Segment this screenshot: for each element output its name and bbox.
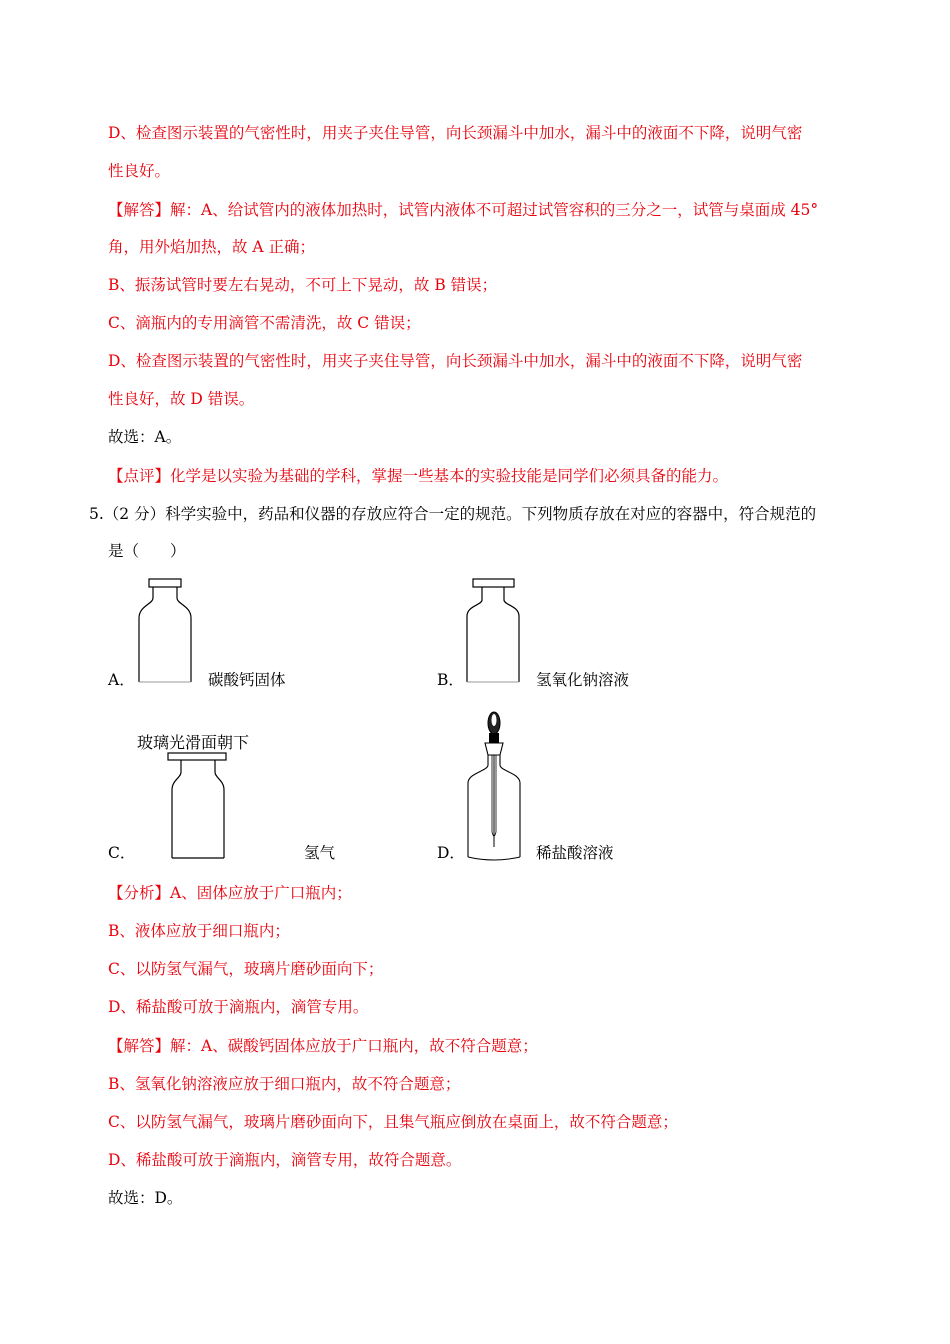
option-b-label: 氢氧化钠溶液	[536, 671, 630, 689]
answer5-label: 【解答】	[108, 1037, 171, 1055]
option-c-label: 氢气	[304, 844, 336, 862]
answer-text: 解：A、给试管内的液体加热时，试管内液体不可超过试管容积的三分之一，试管与桌面成 45°	[170, 201, 819, 219]
prev-answer-line1	[108, 199, 818, 221]
prev-answer-d-line2: 性良好，故 D 错误。	[108, 390, 255, 408]
option-b-letter: B．	[437, 671, 464, 689]
prev-answer-c: C、滴瓶内的专用滴管不需清洗，故 C 错误；	[108, 314, 421, 332]
option-c-gas-jar-figure	[166, 752, 232, 862]
option-c-note: 玻璃光滑面朝下	[137, 733, 250, 752]
prev-solution-d-line2: 性良好。	[108, 162, 171, 180]
option-b-narrow-mouth-bottle-figure	[462, 578, 524, 686]
analysis-label: 【分析】	[108, 884, 171, 902]
analysis-a-line	[108, 882, 352, 904]
prev-comment: 【点评】化学是以实验为基础的学科，掌握一些基本的实验技能是同学们必须具备的能力。	[108, 467, 729, 485]
option-a-letter: A．	[108, 671, 135, 689]
question5-stem-line2: 是（ ）	[108, 542, 186, 560]
option-d-letter: D．	[437, 844, 465, 862]
prev-answer-b: B、振荡试管时要左右晃动，不可上下晃动，故 B 错误；	[108, 276, 498, 294]
prev-answer-d-line1: D、检查图示装置的气密性时，用夹子夹住导管，向长颈漏斗中加水，漏斗中的液面不下降，说明气密	[108, 352, 803, 370]
option-d-label: 稀盐酸溶液	[536, 844, 614, 862]
answer-a-line	[108, 1035, 538, 1057]
answer-label: 【解答】	[108, 201, 171, 219]
option-c-letter: C．	[108, 844, 136, 862]
prev-solution-d-line1: D、检查图示装置的气密性时，用夹子夹住导管，向长颈漏斗中加水，漏斗中的液面不下降，说明气密	[108, 124, 803, 142]
question5-stem-line1: 5.（2 分）科学实验中，药品和仪器的存放应符合一定的规范。下列物质存放在对应的容器中，符合规范的	[89, 505, 817, 523]
option-a-label: 碳酸钙固体	[208, 671, 286, 689]
analysis-d: D、稀盐酸可放于滴瓶内，滴管专用。	[108, 998, 369, 1016]
answer5-a-text: 解：A、碳酸钙固体应放于广口瓶内，故不符合题意；	[170, 1037, 538, 1055]
answer-d: D、稀盐酸可放于滴瓶内，滴管专用，故符合题意。	[108, 1151, 462, 1169]
analysis-b: B、液体应放于细口瓶内；	[108, 922, 290, 940]
answer-b: B、氢氧化钠溶液应放于细口瓶内，故不符合题意；	[108, 1075, 461, 1093]
option-d-dropper-bottle-figure	[462, 707, 526, 862]
prev-choice: 故选：A。	[108, 428, 182, 446]
answer-c: C、以防氢气漏气，玻璃片磨砂面向下，且集气瓶应倒放在桌面上，故不符合题意；	[108, 1113, 678, 1131]
option-a-wide-mouth-bottle-figure	[134, 578, 196, 686]
question5-choice: 故选：D。	[108, 1189, 183, 1207]
analysis-c: C、以防氢气漏气，玻璃片磨砂面向下；	[108, 960, 384, 978]
prev-answer-line2: 角，用外焰加热，故 A 正确；	[108, 238, 316, 256]
analysis-a-text: A、固体应放于广口瓶内；	[170, 884, 352, 902]
